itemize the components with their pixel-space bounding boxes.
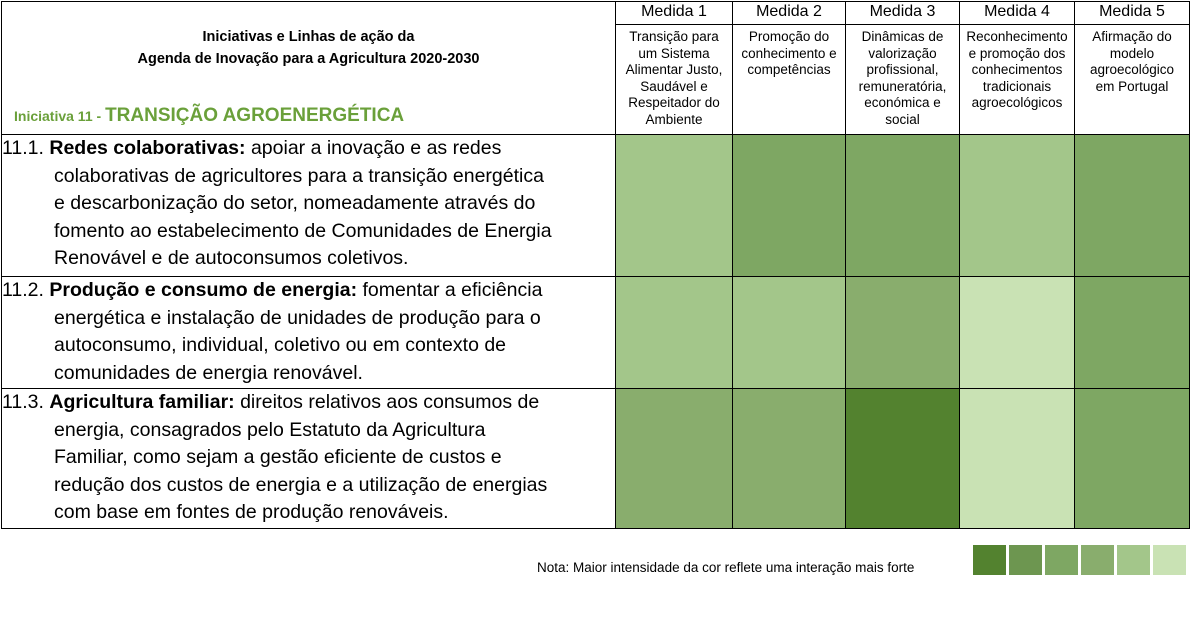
measure-header-5 (1075, 2, 1190, 135)
title-line-1: Iniciativas e Linhas de ação da (202, 29, 415, 45)
row-title: Produção e consumo de energia: (49, 279, 358, 301)
intensity-cell (1075, 389, 1190, 529)
measure-title: Medida 3 (846, 2, 959, 25)
legend-swatch (1045, 545, 1078, 575)
intensity-cell (616, 389, 733, 529)
intensity-cell (1075, 277, 1190, 389)
legend-swatch (1009, 545, 1042, 575)
measure-header-3 (846, 2, 960, 135)
header-row (2, 2, 1190, 135)
page-title (2, 26, 615, 70)
legend-swatch (1117, 545, 1150, 575)
measure-title: Medida 5 (1075, 2, 1189, 25)
table-row (2, 277, 1190, 389)
measure-description: Afirmação do modelo agroecológico em Portugal (1089, 29, 1175, 94)
intensity-cell (733, 389, 846, 529)
intensity-cell (960, 389, 1075, 529)
measure-description: Reconhecimento e promoção dos conhecimentos tradicionais agroecológicos (966, 29, 1068, 110)
intensity-cell (616, 277, 733, 389)
measure-description: Promoção do conhecimento e competências (741, 29, 837, 77)
row-number: 11.1. (2, 137, 44, 159)
row-description: 11.3. Agricultura familiar: direitos relativos aos consumos de energia, consagrados pelo Estatuto da Agricultura Familiar, como sejam a gestão eficiente de custos e redução dos custos de energia e a utilização de energias com base em fontes de produção renováveis. (2, 389, 616, 529)
measure-header-1 (616, 2, 733, 135)
legend-swatch (1153, 545, 1186, 575)
title-line-2: Agenda de Inovação para a Agricultura 2020-2030 (137, 51, 480, 67)
row-number: 11.2. (2, 279, 44, 301)
intensity-cell (733, 135, 846, 277)
row-description: 11.2. Produção e consumo de energia: fomentar a eficiência energética e instalação de unidades de produção para o autoconsumo, individual, coletivo ou em contexto de comunidades de energia renovável. (2, 277, 616, 389)
intensity-legend (973, 545, 1189, 575)
initiative-name: TRANSIÇÃO AGROENERGÉTICA (105, 105, 405, 126)
note-text: Nota: Maior intensidade da cor reflete uma interação mais forte (537, 560, 915, 575)
intensity-cell (846, 389, 960, 529)
row-description: 11.1. Redes colaborativas: apoiar a inovação e as redes colaborativas de agricultores para a transição energética e descarbonização do setor, nomeadamente através do fomento ao estabelecimento de Comunidades de Energia Renovável e de autoconsumos coletivos. (2, 135, 616, 277)
intensity-cell (846, 277, 960, 389)
intensity-cell (733, 277, 846, 389)
header-title-cell (2, 2, 616, 135)
matrix-table (1, 1, 1190, 529)
legend-swatch (1081, 545, 1114, 575)
measure-title: Medida 4 (960, 2, 1074, 25)
table-row (2, 389, 1190, 529)
measure-title: Medida 2 (733, 2, 845, 25)
row-title: Redes colaborativas: (49, 137, 246, 159)
intensity-cell (846, 135, 960, 277)
row-title: Agricultura familiar: (49, 391, 235, 413)
measure-header-4 (960, 2, 1075, 135)
measure-description: Dinâmicas de valorização profissional, remuneratória, económica e social (858, 29, 947, 127)
legend-swatch (973, 545, 1006, 575)
initiative-prefix: Iniciativa 11 - (14, 108, 106, 124)
intensity-cell (960, 135, 1075, 277)
table-row (2, 135, 1190, 277)
measure-title: Medida 1 (616, 2, 732, 25)
measure-header-2 (733, 2, 846, 135)
intensity-cell (960, 277, 1075, 389)
row-number: 11.3. (2, 391, 44, 413)
measure-description: Transição para um Sistema Alimentar Justo, Saudável e Respeitador do Ambiente (625, 29, 723, 127)
initiative-label (14, 105, 404, 127)
intensity-cell (616, 135, 733, 277)
intensity-cell (1075, 135, 1190, 277)
